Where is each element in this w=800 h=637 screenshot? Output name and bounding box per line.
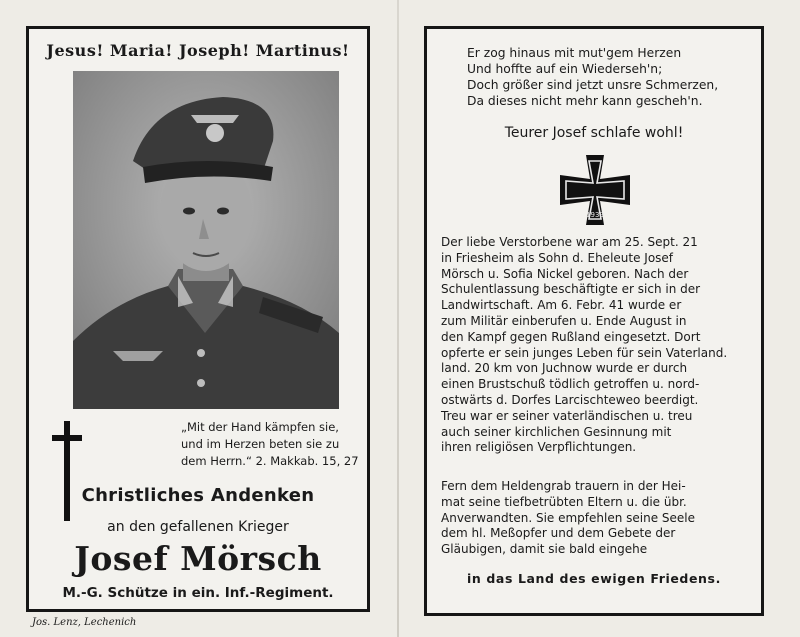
bio-line: auch seiner kirchlichen Gesinnung mit (441, 424, 672, 439)
scripture-quote (181, 419, 361, 470)
biography (441, 235, 751, 456)
soldier-portrait (73, 71, 339, 409)
mourn-line: Gläubigen, damit sie bald eingehe (441, 542, 648, 557)
iron-cross-icon (558, 153, 632, 227)
invocation-heading: Jesus! Maria! Joseph! Martinus! (46, 41, 350, 60)
right-panel (424, 26, 764, 616)
deceased-rank: M.-G. Schütze in ein. Inf.-Regiment. (62, 585, 334, 601)
quote-line: „Mit der Hand kämpfen sie, (181, 420, 339, 434)
farewell-line: Teurer Josef schlafe wohl! (504, 125, 684, 141)
bio-line: opferte er sein junges Leben für sein Vaterland. (441, 345, 728, 360)
poem-line: Da dieses nicht mehr kann gescheh'n. (467, 94, 703, 108)
mourn-line: Fern dem Heldengrab trauern in der Hei- (441, 479, 686, 493)
bio-line: ostwärts d. Dorfes Larcischteweo beerdigt. (441, 392, 699, 407)
portrait-image (73, 71, 339, 409)
mourn-line: dem hl. Meßopfer und dem Gebete der (441, 526, 676, 541)
bio-line: Der liebe Verstorbene war am 25. Sept. 21 (441, 235, 698, 249)
bio-line: Treu war er seiner vaterländischen u. treu (441, 408, 693, 423)
deceased-name: Josef Mörsch (74, 539, 322, 578)
bio-line: ihren religiösen Verpflichtungen. (441, 440, 637, 455)
mourning-paragraph (441, 479, 751, 558)
printer-imprint: Jos. Lenz, Lechenich (32, 617, 137, 628)
poem-line: Doch größer sind jetzt unsre Schmerzen, (467, 78, 719, 92)
iron-cross-year: 1939 (586, 211, 604, 219)
left-panel (26, 26, 370, 612)
quote-line: dem Herrn.“ 2. Makkab. 15, 27 (181, 454, 359, 468)
mourn-line: Anverwandten. Sie empfehlen seine Seele (441, 510, 696, 525)
bio-line: Landwirtschaft. Am 6. Febr. 41 wurde er (441, 298, 682, 313)
memorial-subtitle: an den gefallenen Krieger (107, 519, 289, 535)
bio-line: land. 20 km von Juchnow wurde er durch (441, 361, 688, 376)
memorial-title: Christliches Andenken (81, 485, 315, 506)
card-fold (397, 0, 399, 637)
bio-line: Mörsch u. Sofia Nickel geboren. Nach der (441, 266, 689, 281)
poem-line: Er zog hinaus mit mut'gem Herzen (467, 46, 682, 60)
memorial-poem (467, 45, 757, 109)
bio-line: den Kampf gegen Rußland eingesetzt. Dort (441, 329, 701, 344)
bio-line: einen Brustschuß tödlich getroffen u. nord- (441, 377, 700, 392)
bio-line: zum Militär einberufen u. Ende August in (441, 313, 687, 328)
bio-line: in Friesheim als Sohn d. Eheleute Josef (441, 250, 674, 265)
poem-line: Und hoffte auf ein Wiederseh'n; (467, 62, 663, 76)
mourn-line: mat seine tiefbetrübten Eltern u. die übr. (441, 494, 687, 509)
quote-line: und im Herzen beten sie zu (181, 437, 340, 451)
latin-cross-icon (52, 421, 82, 521)
bio-line: Schulentlassung beschäftigte er sich in der (441, 282, 701, 297)
closing-line: in das Land des ewigen Friedens. (467, 571, 721, 586)
